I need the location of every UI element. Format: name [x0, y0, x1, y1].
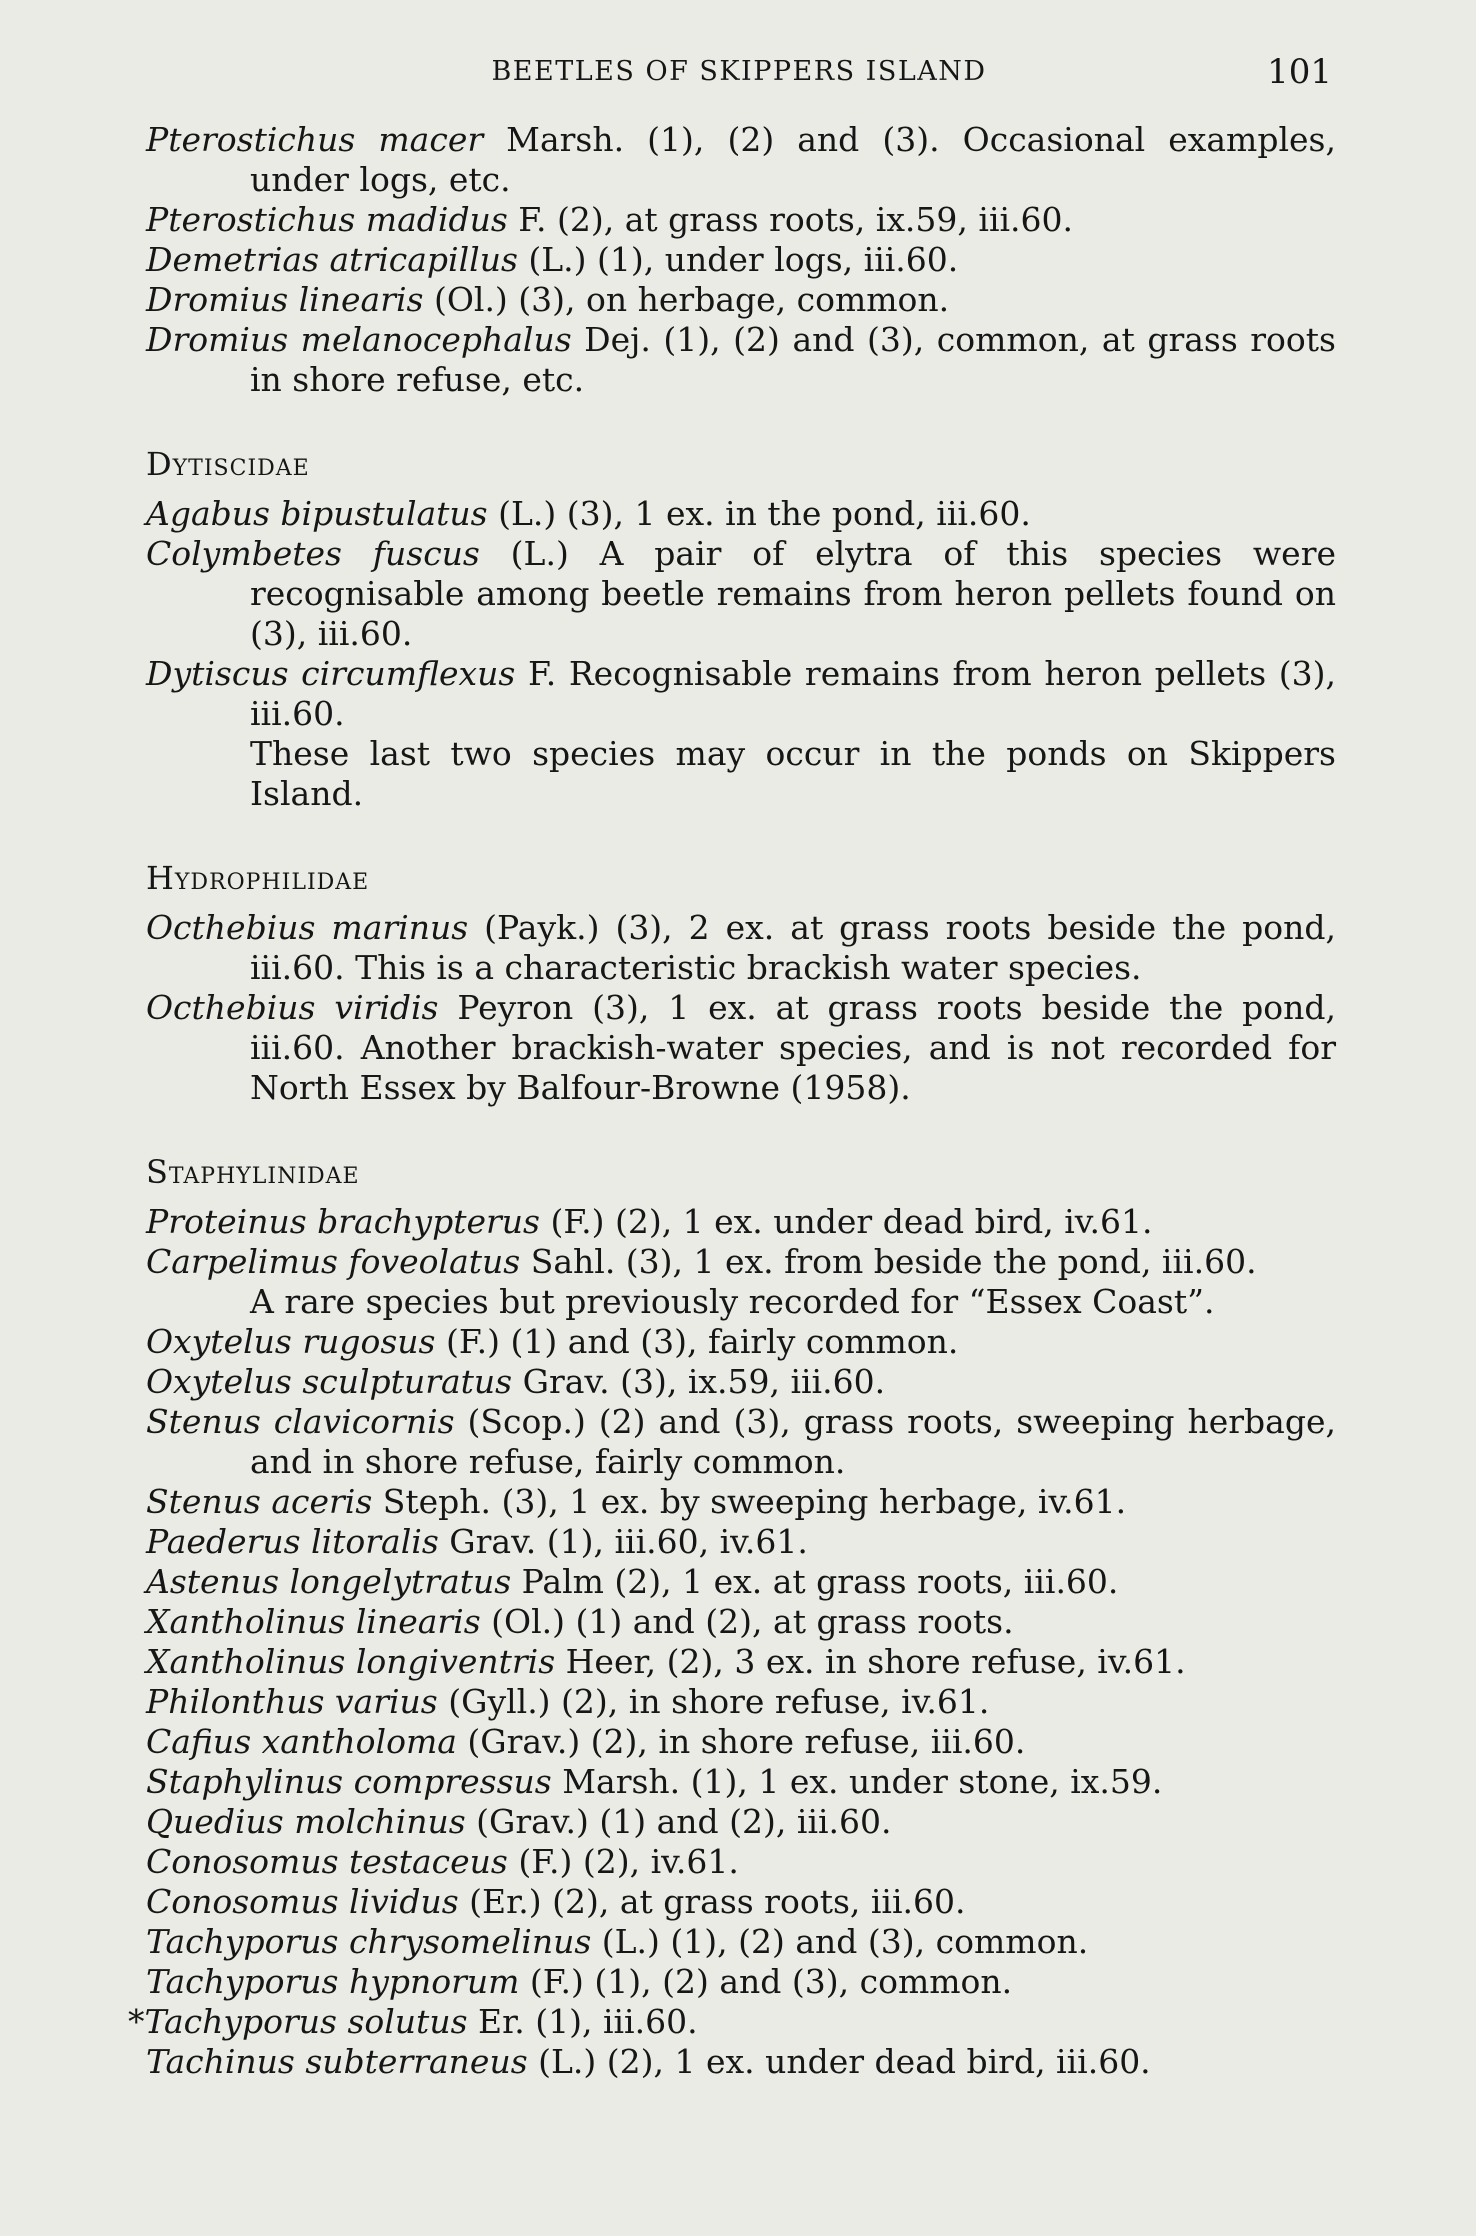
family-section: [146, 858, 1336, 1108]
species-name: Conosomus lividus: [146, 1882, 459, 1921]
family-heading: Hydrophilidae: [146, 859, 370, 897]
species-entry: [146, 908, 1336, 988]
species-record: (L.) (1), (2) and (3), common.: [591, 1922, 1089, 1961]
species-name: Dromius linearis: [146, 280, 424, 319]
species-record: (L.) (3), 1 ex. in the pond, iii.60.: [487, 494, 1031, 533]
family-section: [146, 120, 1336, 400]
species-name: Quedius molchinus: [146, 1802, 466, 1841]
species-record: (L.) (2), 1 ex. under dead bird, iii.60.: [527, 2042, 1151, 2081]
species-entry: [146, 1362, 1336, 1402]
section-note: These last two species may occur in the ponds on Skippers Island.: [250, 734, 1336, 813]
species-entry: [146, 1482, 1336, 1522]
species-name: Pterostichus macer: [146, 120, 484, 159]
species-record: (Ol.) (3), on herbage, common.: [423, 280, 950, 319]
species-entry: [146, 1842, 1336, 1882]
species-record: Grav. (1), iii.60, iv.61.: [438, 1522, 808, 1561]
species-name: Oxytelus rugosus: [146, 1322, 436, 1361]
species-name: Tachyporus chrysomelinus: [146, 1922, 592, 1961]
species-entry: [146, 320, 1336, 400]
species-record: (Scop.) (2) and (3), grass roots, sweeping herbage, and in shore refuse, fairly common.: [250, 1402, 1336, 1481]
species-entry: [146, 1642, 1336, 1682]
species-entry: [146, 1962, 1336, 2002]
species-record: Dej. (1), (2) and (3), common, at grass roots in shore refuse, etc.: [250, 320, 1336, 399]
species-name: Tachyporus hypnorum: [146, 1962, 520, 2001]
species-entry: [146, 2042, 1336, 2082]
species-entry: [146, 654, 1336, 734]
species-name: Proteinus brachypterus: [146, 1202, 540, 1241]
species-entry: [146, 1802, 1336, 1842]
species-record: Steph. (3), 1 ex. by sweeping herbage, iv.61.: [372, 1482, 1127, 1521]
species-entry: [146, 1882, 1336, 1922]
species-name: Stenus clavicornis: [146, 1402, 455, 1441]
species-record: F. Recognisable remains from heron pellets (3), iii.60.: [250, 654, 1336, 733]
family-section: [128, 1152, 1336, 2082]
species-name: Stenus aceris: [146, 1482, 373, 1521]
page-number: 101: [1267, 52, 1332, 92]
species-entry: [146, 240, 1336, 280]
species-record: F. (2), at grass roots, ix.59, iii.60.: [507, 200, 1074, 239]
species-record: (Ol.) (1) and (2), at grass roots.: [480, 1602, 1014, 1641]
running-head: BEETLES OF SKIPPERS ISLAND: [491, 56, 987, 87]
species-list: [128, 120, 1336, 2082]
species-name: Agabus bipustulatus: [146, 494, 488, 533]
species-entry: [128, 2002, 1336, 2042]
species-entry: [146, 1322, 1336, 1362]
species-entry: [146, 534, 1336, 654]
species-record: (Payk.) (3), 2 ex. at grass roots beside the pond, iii.60. This is a characteristic brackish water species.: [250, 908, 1336, 987]
species-record: Heer, (2), 3 ex. in shore refuse, iv.61.: [555, 1642, 1186, 1681]
species-name: Octhebius marinus: [146, 908, 469, 947]
species-entry: [146, 1562, 1336, 1602]
species-record: Peyron (3), 1 ex. at grass roots beside the pond, iii.60. Another brackish-water species, and is not recorded for North Essex by Balfour-Browne (1958).: [250, 988, 1336, 1107]
species-name: Tachyporus solutus: [144, 2002, 468, 2041]
species-name: Carpelimus foveolatus: [146, 1242, 521, 1281]
species-name: Octhebius viridis: [146, 988, 439, 1027]
species-record: (Grav.) (1) and (2), iii.60.: [465, 1802, 892, 1841]
species-name: Dytiscus circumflexus: [146, 654, 516, 693]
species-entry: [146, 988, 1336, 1108]
species-record: Marsh. (1), 1 ex. under stone, ix.59.: [551, 1762, 1163, 1801]
species-record: Er. (1), iii.60.: [467, 2002, 698, 2041]
species-remark: A rare species but previously recorded for “Essex Coast”.: [250, 1282, 1215, 1321]
species-entry: [146, 494, 1336, 534]
species-entry: [146, 1722, 1336, 1762]
species-name: Pterostichus madidus: [146, 200, 508, 239]
species-entry: [146, 280, 1336, 320]
species-name: Xantholinus longiventris: [146, 1642, 556, 1681]
species-entry: [146, 1242, 1336, 1322]
species-record: (F.) (2), iv.61.: [507, 1842, 739, 1881]
species-name: Xantholinus linearis: [146, 1602, 481, 1641]
species-record: Sahl. (3), 1 ex. from beside the pond, iii.60.: [520, 1242, 1257, 1281]
species-record: Palm (2), 1 ex. at grass roots, iii.60.: [511, 1562, 1119, 1601]
species-entry: [146, 1522, 1336, 1562]
species-record: Grav. (3), ix.59, iii.60.: [512, 1362, 886, 1401]
species-name: Conosomus testaceus: [146, 1842, 508, 1881]
species-record: (L.) A pair of elytra of this species were recognisable among beetle remains from heron pellets found on (3), iii.60.: [250, 534, 1336, 653]
species-entry: [146, 1922, 1336, 1962]
species-record: (F.) (1), (2) and (3), common.: [519, 1962, 1013, 2001]
page-header: [146, 52, 1332, 96]
species-name: Dromius melanocephalus: [146, 320, 572, 359]
species-record: (Grav.) (2), in shore refuse, iii.60.: [456, 1722, 1026, 1761]
species-name: Colymbetes fuscus: [146, 534, 480, 573]
family-heading: Dytiscidae: [146, 445, 310, 483]
species-name: Tachinus subterraneus: [146, 2042, 528, 2081]
species-entry: [146, 120, 1336, 200]
species-record: (Er.) (2), at grass roots, iii.60.: [458, 1882, 966, 1921]
species-entry: [146, 1402, 1336, 1482]
species-record: (F.) (2), 1 ex. under dead bird, iv.61.: [539, 1202, 1153, 1241]
species-entry: [146, 200, 1336, 240]
species-name: Staphylinus compressus: [146, 1762, 552, 1801]
new-record-marker: *: [128, 2002, 145, 2041]
species-name: Cafius xantholoma: [146, 1722, 457, 1761]
species-name: Demetrias atricapillus: [146, 240, 518, 279]
species-record: (F.) (1) and (3), fairly common.: [435, 1322, 959, 1361]
family-heading: Staphylinidae: [146, 1153, 360, 1191]
species-entry: [146, 1682, 1336, 1722]
species-name: Philonthus varius: [146, 1682, 438, 1721]
species-record: Marsh. (1), (2) and (3). Occasional examples, under logs, etc.: [250, 120, 1336, 199]
species-name: Astenus longelytratus: [146, 1562, 512, 1601]
species-entry: [146, 1602, 1336, 1642]
species-entry: [146, 1762, 1336, 1802]
species-name: Paederus litoralis: [146, 1522, 439, 1561]
species-record: (Gyll.) (2), in shore refuse, iv.61.: [437, 1682, 990, 1721]
family-section: [146, 444, 1336, 814]
species-record: (L.) (1), under logs, iii.60.: [517, 240, 959, 279]
species-name: Oxytelus sculpturatus: [146, 1362, 513, 1401]
species-entry: [146, 1202, 1336, 1242]
